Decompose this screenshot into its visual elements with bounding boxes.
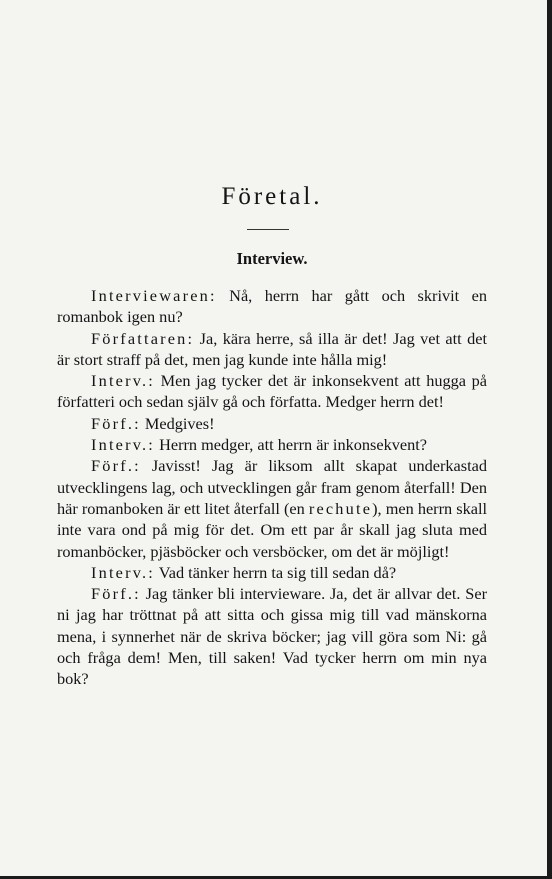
paragraph-text: Nå, herrn har gått och skrivit en romanbok igen nu? — [57, 286, 487, 327]
paragraph — [57, 413, 487, 434]
paragraph-text: Herrn medger, att herrn är inkonsekvent? — [155, 435, 427, 455]
paragraph — [57, 370, 487, 413]
paragraph — [57, 455, 487, 561]
speaker-label: Interv.: — [91, 562, 156, 582]
page-edge-right — [547, 0, 552, 879]
paragraph — [57, 434, 487, 455]
page-title: Företal. — [221, 183, 323, 210]
paragraph — [57, 328, 487, 371]
speaker-label: Interv.: — [91, 435, 156, 455]
speaker-label: Förf.: — [91, 456, 141, 476]
speaker-label: Författaren: — [91, 328, 195, 348]
paragraph — [57, 285, 487, 328]
paragraph-text: Jag tänker bli intervieware. Ja, det är allvar det. Ser ni jag har tröttnat på att sitta och gissa mig till vad mänskorna mena, i synnerhet när de skriva böcker; jag vill göra som Ni: gå och fråga dem! Men, till saken! Vad tycker herrn om min nya bok? — [57, 584, 487, 689]
paragraph-text: ), men herrn skall inte vara ond på mig för det. Om ett par år skall jag sluta med romanböcker, pjäsböcker och versböcker, om det är möjligt! — [57, 498, 487, 561]
paragraph-text: Javisst! Jag är liksom allt skapat underkastad utvecklingens lag, och utvecklingen går fram genom återfall! Den här romanboken är ett litet återfall (en — [57, 456, 487, 518]
paragraph-text: Vad tänker herrn ta sig till sedan då? — [155, 562, 397, 582]
paragraph-text: Men jag tycker det är inkonsekvent att hugga på författeri och sedan själv gå och författa. Medger herrn det! — [57, 371, 487, 412]
emphasized-word: rechute — [308, 498, 373, 518]
dialogue-text — [57, 285, 487, 690]
speaker-label: Interviewaren: — [91, 286, 217, 305]
section-subtitle: Interview. — [236, 249, 308, 268]
speaker-label: Förf.: — [91, 584, 141, 604]
paragraph — [57, 562, 487, 583]
speaker-label: Förf.: — [91, 413, 141, 433]
paragraph-text: Medgives! — [140, 413, 215, 433]
paragraph — [57, 583, 487, 689]
paragraph-text: Ja, kära herre, så illa är det! Jag vet att det är stort straff på det, men jag kunde inte hålla mig! — [57, 328, 487, 369]
speaker-label: Interv.: — [91, 371, 156, 391]
title-divider — [247, 229, 289, 230]
